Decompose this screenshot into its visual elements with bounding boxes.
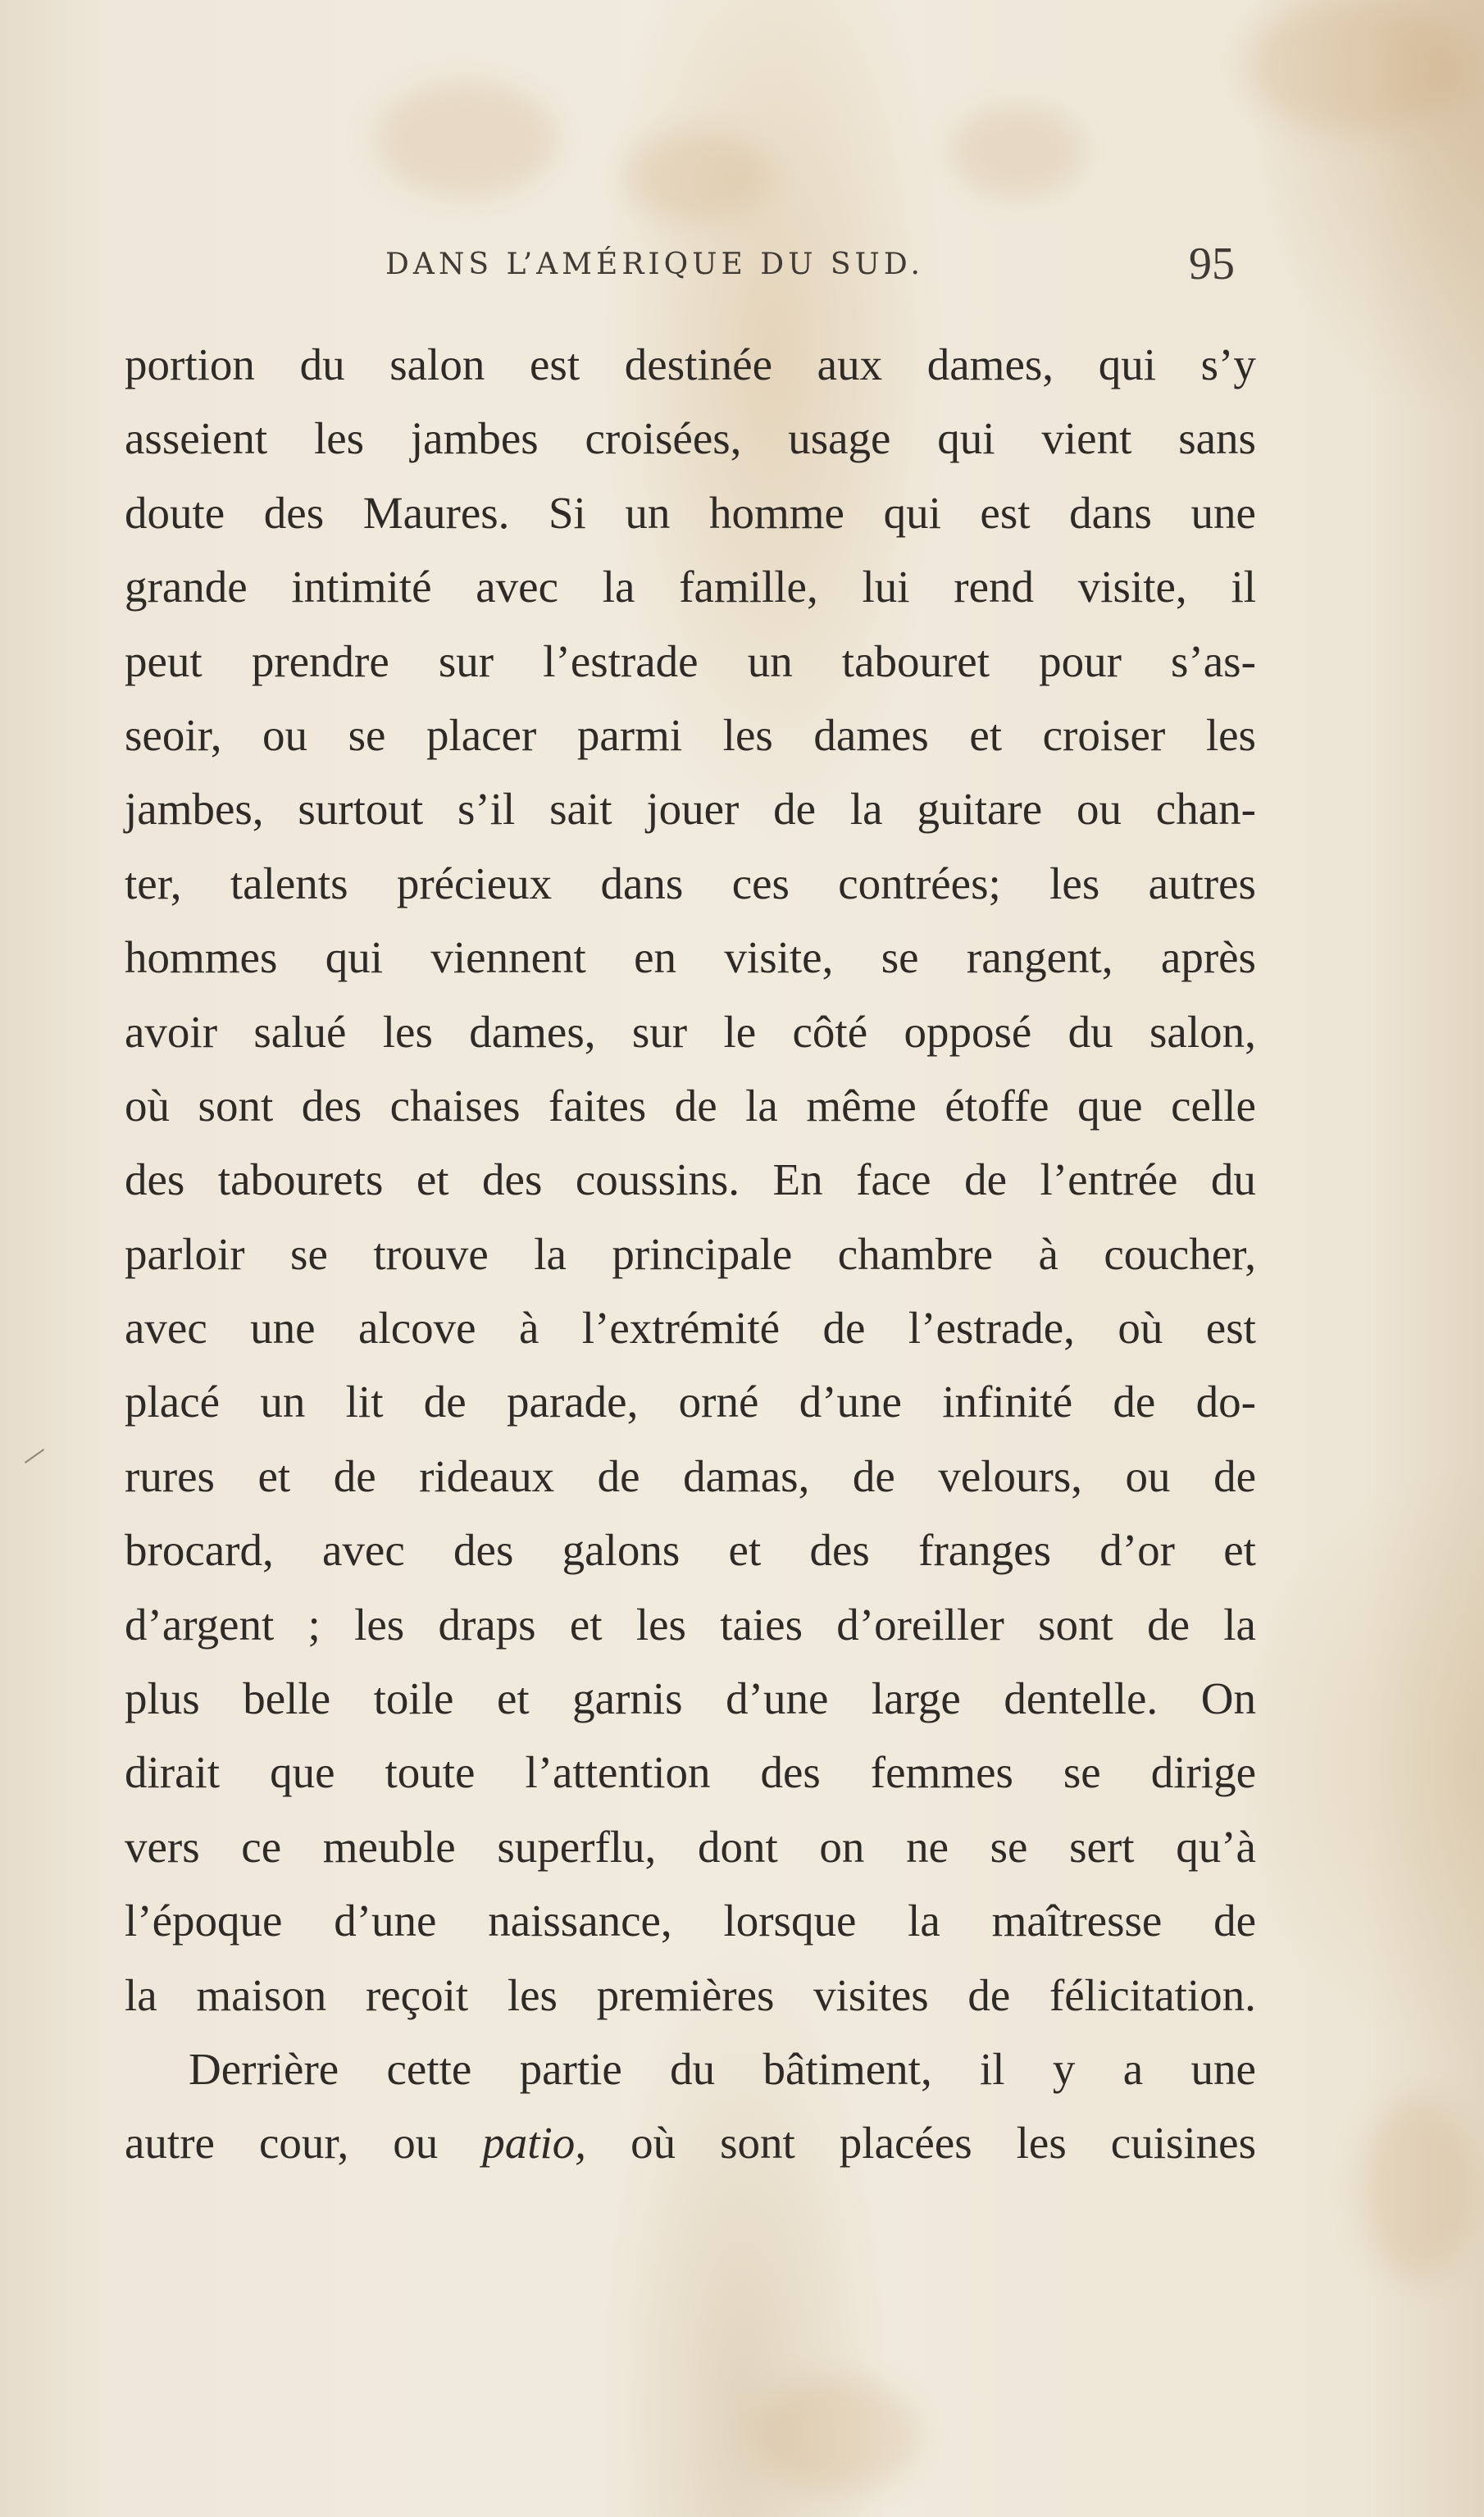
word: sont — [1038, 1599, 1113, 1650]
word: qui — [325, 932, 384, 983]
word: peut — [125, 635, 203, 686]
word: y — [1052, 2043, 1076, 2094]
word: l’estrade — [543, 635, 699, 686]
word: la — [1223, 1599, 1256, 1650]
word: se — [990, 1821, 1028, 1872]
word: ou — [1076, 784, 1122, 835]
foxing-stain — [623, 131, 771, 221]
word: tabouret — [841, 635, 990, 686]
word: ; — [307, 1599, 321, 1650]
word: rideaux — [419, 1450, 555, 1501]
word: il — [980, 2043, 1005, 2094]
running-title: DANS L’AMÉRIQUE DU SUD. — [385, 248, 924, 281]
word: reçoit — [365, 1969, 469, 2020]
word: se — [1063, 1747, 1101, 1798]
word: dames, — [926, 339, 1054, 389]
word: salon — [389, 339, 485, 389]
word: sont — [720, 2118, 795, 2169]
word: alcove — [358, 1303, 476, 1354]
word: l’estrade, — [908, 1303, 1075, 1354]
word: brocard, — [125, 1525, 274, 1576]
word: celle — [1171, 1080, 1256, 1131]
text-line — [125, 1810, 1256, 1884]
word: sont — [198, 1080, 274, 1131]
word: ou — [1125, 1450, 1171, 1501]
word: pour — [1039, 635, 1122, 686]
word: seoir, — [125, 709, 222, 760]
word: la — [849, 784, 883, 835]
word: sur — [438, 635, 494, 686]
word: placées — [839, 2118, 972, 2169]
word: de — [1113, 1377, 1156, 1427]
word: sur — [631, 1006, 688, 1057]
word: est — [1205, 1303, 1256, 1354]
word: l’entrée — [1040, 1154, 1178, 1205]
word: les — [1205, 709, 1256, 760]
word: des — [453, 1525, 514, 1576]
word: d’or — [1099, 1525, 1175, 1576]
word: usage — [788, 413, 891, 464]
text-line — [125, 476, 1256, 550]
word: draps — [438, 1599, 536, 1650]
word: placé — [125, 1377, 221, 1427]
word: qui — [937, 413, 995, 464]
word: guitare — [917, 784, 1043, 835]
word: toile — [373, 1673, 454, 1724]
word: Derrière — [189, 2043, 339, 2094]
word: avec — [125, 1303, 207, 1354]
word: on — [819, 1821, 865, 1872]
text-line — [125, 1440, 1256, 1513]
word: qui — [883, 487, 941, 538]
word: coucher, — [1104, 1228, 1256, 1279]
word: destinée — [624, 339, 772, 389]
text-line-paragraph-start — [125, 2032, 1256, 2106]
word: velours, — [938, 1450, 1082, 1501]
word: et — [728, 1525, 762, 1576]
word: d’argent — [125, 1599, 275, 1650]
word: la — [534, 1228, 567, 1279]
word: un — [625, 487, 671, 538]
word: ce — [241, 1821, 282, 1872]
word: maison — [196, 1969, 327, 2020]
word: même — [806, 1080, 917, 1131]
word: où — [125, 1080, 170, 1131]
word: à — [1038, 1228, 1058, 1279]
word: damas, — [683, 1450, 810, 1501]
text-line — [125, 402, 1256, 476]
text-line — [125, 1365, 1256, 1439]
word: croisées, — [585, 413, 742, 464]
word: côté — [792, 1006, 868, 1057]
text-line — [125, 847, 1256, 921]
word: se — [881, 932, 919, 983]
word: contrées; — [838, 858, 1001, 908]
word: les — [1016, 2118, 1067, 2169]
word: dames — [813, 709, 929, 760]
word: plus — [125, 1673, 200, 1724]
word: franges — [918, 1525, 1051, 1576]
word: surtout — [298, 784, 424, 835]
word: des — [760, 1747, 821, 1798]
word: ter, — [125, 858, 182, 908]
word: cour, — [258, 2118, 349, 2169]
word: ou — [262, 709, 308, 760]
word: des — [125, 1154, 185, 1205]
word: de — [822, 1303, 866, 1354]
word: l’époque — [125, 1896, 283, 1946]
word: autres — [1148, 858, 1256, 908]
word: salué — [253, 1006, 347, 1057]
word: les — [1049, 858, 1100, 908]
word: du — [299, 339, 345, 389]
word: doute — [125, 487, 225, 538]
word: Maures. — [362, 487, 510, 538]
word: En — [772, 1154, 823, 1205]
word: que — [270, 1747, 335, 1798]
word: des — [263, 487, 325, 538]
word: est — [530, 339, 580, 389]
word: orné — [678, 1377, 759, 1427]
text-line-paragraph-end — [125, 1959, 1256, 2032]
word: homme — [709, 487, 844, 538]
word: où — [630, 2118, 676, 2169]
word: après — [1160, 932, 1256, 983]
word: en — [634, 932, 677, 983]
word: et — [496, 1673, 530, 1724]
word: de — [1213, 1450, 1256, 1501]
word: do- — [1195, 1377, 1256, 1427]
word: et — [416, 1154, 449, 1205]
word: se — [348, 709, 386, 760]
word: des — [482, 1154, 543, 1205]
word: d’une — [726, 1673, 829, 1724]
word: parmi — [576, 709, 683, 760]
word: partie — [519, 2043, 622, 2094]
text-line — [125, 1736, 1256, 1809]
word: taies — [720, 1599, 803, 1650]
word: de — [1213, 1896, 1256, 1946]
word: meuble — [322, 1821, 456, 1872]
word: portion — [125, 339, 255, 389]
word: lorsque — [723, 1896, 857, 1946]
word: jouer — [646, 784, 740, 835]
word: d’oreiller — [836, 1599, 1004, 1650]
word: de — [1147, 1599, 1190, 1650]
word: naissance, — [488, 1896, 672, 1946]
word: de — [597, 1450, 640, 1501]
word: et — [569, 1599, 603, 1650]
word: superflu, — [497, 1821, 657, 1872]
text-line — [125, 1662, 1256, 1736]
word: aux — [817, 339, 883, 389]
word: sait — [549, 784, 612, 835]
page-number: 95 — [1189, 239, 1235, 289]
word: On — [1200, 1673, 1256, 1724]
word: dirige — [1150, 1747, 1256, 1798]
word: les — [507, 1969, 558, 2020]
word: avec — [322, 1525, 405, 1576]
word: est — [980, 487, 1031, 538]
word: face — [856, 1154, 931, 1205]
text-line — [125, 550, 1256, 624]
foxing-stain — [1246, 0, 1459, 131]
word: dirait — [125, 1747, 221, 1798]
text-line — [125, 699, 1256, 772]
word: les — [722, 709, 773, 760]
word: de — [674, 1080, 717, 1131]
word: prendre — [251, 635, 389, 686]
word: Si — [548, 487, 586, 538]
word: rangent, — [966, 932, 1113, 983]
word: a — [1122, 2043, 1144, 2094]
word: hommes — [125, 932, 278, 983]
word: félicitation. — [1049, 1969, 1256, 2020]
word: toute — [385, 1747, 476, 1798]
word: les — [354, 1599, 405, 1650]
word: où — [1118, 1303, 1163, 1354]
text-line — [125, 1291, 1256, 1365]
word: coussins. — [575, 1154, 740, 1205]
text-line — [125, 1513, 1256, 1587]
word: bâtiment, — [762, 2043, 932, 2094]
word: principale — [612, 1228, 793, 1279]
text-line — [125, 772, 1256, 846]
word: maîtresse — [991, 1896, 1163, 1946]
word: l’extrémité — [581, 1303, 781, 1354]
word: visites — [813, 1969, 929, 2020]
word: de — [964, 1154, 1007, 1205]
word: famille, — [679, 562, 818, 612]
margin-mark — [25, 1449, 44, 1463]
word: une — [250, 1303, 316, 1354]
word: vient — [1041, 413, 1132, 464]
word: asseient — [125, 413, 268, 464]
italic-word-patio: patio, — [482, 2118, 587, 2169]
word: intimité — [291, 562, 432, 612]
word: s’as- — [1171, 635, 1256, 686]
word: d’une — [799, 1377, 902, 1427]
word: à — [518, 1303, 539, 1354]
word: ces — [731, 858, 790, 908]
word: ne — [906, 1821, 949, 1872]
word: les — [635, 1599, 686, 1650]
word: jambes — [410, 413, 539, 464]
word: infinité — [942, 1377, 1073, 1427]
foxing-stain — [377, 82, 558, 197]
word: s’y — [1200, 339, 1256, 389]
page-header — [385, 238, 1254, 303]
word: rures — [125, 1450, 215, 1501]
word: femmes — [870, 1747, 1013, 1798]
word: le — [723, 1006, 757, 1057]
foxing-stain — [951, 107, 1082, 197]
word: qui — [1098, 339, 1156, 389]
word: galons — [562, 1525, 681, 1576]
text-line — [125, 1143, 1256, 1217]
word: garnis — [572, 1673, 683, 1724]
word: étoffe — [945, 1080, 1049, 1131]
word: de — [423, 1377, 467, 1427]
text-line — [125, 625, 1256, 699]
word: et — [257, 1450, 291, 1501]
word: jambes, — [125, 784, 264, 835]
word: les — [313, 413, 365, 464]
word: sans — [1178, 413, 1256, 464]
word: grande — [125, 562, 248, 612]
word: cette — [386, 2043, 472, 2094]
word: qu’à — [1176, 1821, 1256, 1872]
word: premières — [596, 1969, 775, 2020]
word: dames, — [469, 1006, 596, 1057]
word: de — [852, 1450, 895, 1501]
word: les — [382, 1006, 433, 1057]
word: dont — [697, 1821, 778, 1872]
word: belle — [243, 1673, 331, 1724]
word: la — [908, 1896, 940, 1946]
word: salon, — [1149, 1006, 1256, 1057]
foxing-stain — [1361, 2099, 1476, 2279]
text-line — [125, 921, 1256, 995]
word: talents — [230, 858, 348, 908]
word: et — [1223, 1525, 1256, 1576]
text-line — [125, 1588, 1256, 1662]
word: visite, — [724, 932, 834, 983]
word: avec — [476, 562, 558, 612]
word: faites — [549, 1080, 647, 1131]
word: du — [1210, 1154, 1256, 1205]
word: précieux — [396, 858, 553, 908]
word: vers — [125, 1821, 200, 1872]
word: visite, — [1077, 562, 1187, 612]
word: rend — [954, 562, 1035, 612]
word: dans — [1069, 487, 1152, 538]
word: tabourets — [217, 1154, 384, 1205]
word: cuisines — [1110, 2118, 1256, 2169]
text-line — [125, 1218, 1256, 1291]
word: opposé — [904, 1006, 1032, 1057]
word: un — [747, 635, 793, 686]
word: trouve — [373, 1228, 489, 1279]
word: parade, — [507, 1377, 639, 1427]
word: une — [1190, 487, 1256, 538]
word: viennent — [430, 932, 586, 983]
word: de — [333, 1450, 376, 1501]
word: avoir — [125, 1006, 218, 1057]
word: d’une — [334, 1896, 437, 1946]
word: de — [967, 1969, 1011, 2020]
word: des — [301, 1080, 362, 1131]
word: du — [670, 2043, 716, 2094]
word: chan- — [1155, 784, 1256, 835]
word: dentelle. — [1004, 1673, 1159, 1724]
body-text — [125, 328, 1256, 2181]
word: s’il — [457, 784, 516, 835]
word: lui — [862, 562, 910, 612]
word: la — [745, 1080, 778, 1131]
text-line — [125, 328, 1256, 402]
word: des — [809, 1525, 870, 1576]
word: large — [871, 1673, 961, 1724]
word: du — [1067, 1006, 1113, 1057]
word: de — [773, 784, 817, 835]
foxing-stain — [754, 2378, 918, 2492]
text-line — [125, 995, 1256, 1069]
word: parloir — [125, 1228, 245, 1279]
word: chambre — [837, 1228, 994, 1279]
word: un — [260, 1377, 306, 1427]
word: sert — [1069, 1821, 1135, 1872]
word: autre — [125, 2118, 215, 2169]
word: croiser — [1042, 709, 1166, 760]
text-line — [125, 1884, 1256, 1958]
word: la — [602, 562, 635, 612]
word: il — [1231, 562, 1256, 612]
word: que — [1077, 1080, 1143, 1131]
word: une — [1190, 2043, 1256, 2094]
word: lit — [345, 1377, 384, 1427]
text-line — [125, 1069, 1256, 1143]
word: l’attention — [525, 1747, 711, 1798]
word: chaises — [389, 1080, 521, 1131]
word: placer — [426, 709, 537, 760]
word: et — [969, 709, 1003, 760]
word: la — [125, 1969, 157, 2020]
word: se — [290, 1228, 328, 1279]
text-line — [125, 2106, 1256, 2180]
word: dans — [600, 858, 684, 908]
word: ou — [393, 2118, 439, 2169]
